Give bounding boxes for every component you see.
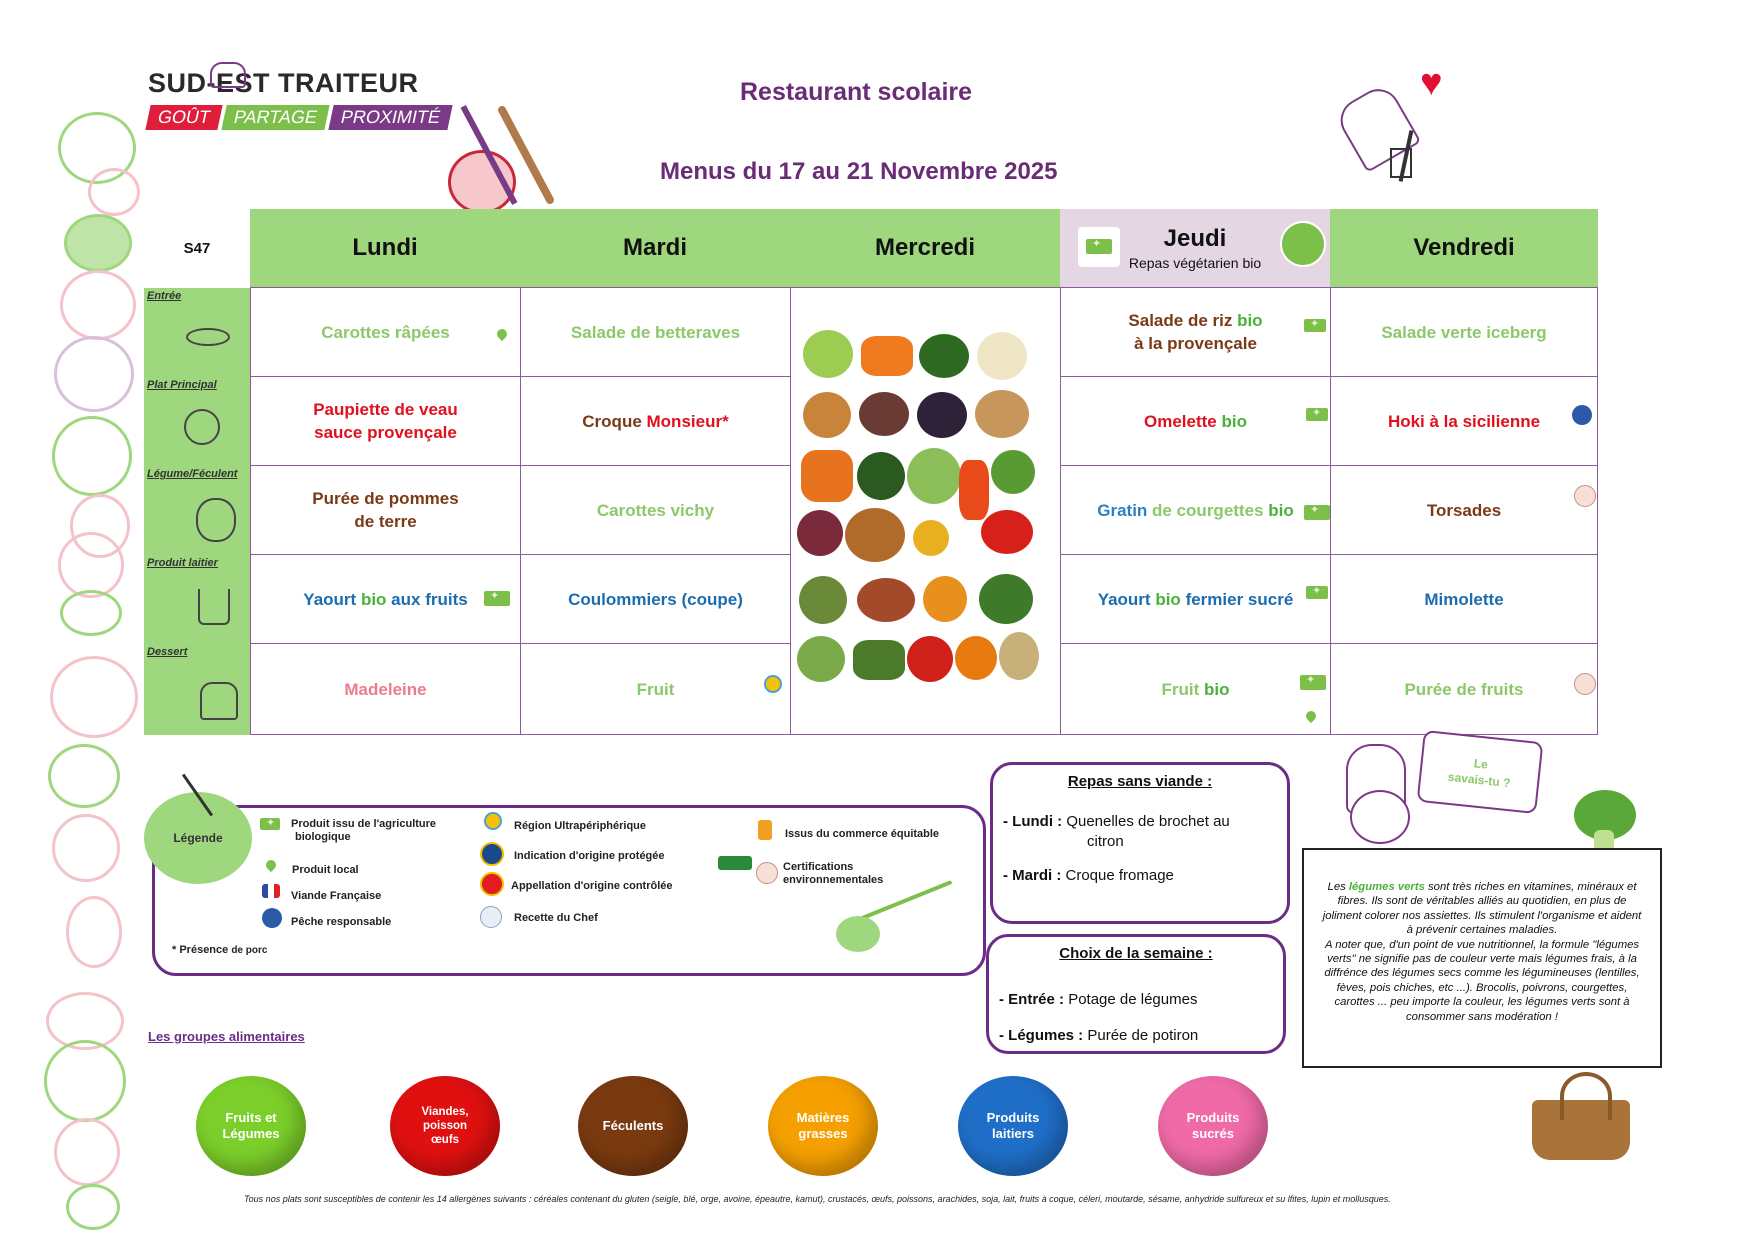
legend-title: Légende <box>144 792 252 884</box>
lemon-slice-decoration <box>44 1040 126 1122</box>
pepper-decoration <box>88 168 140 216</box>
brand-tag-proximite: PROXIMITÉ <box>328 105 452 130</box>
chef-hat-logo-icon <box>210 62 246 88</box>
bio-text: bio <box>1221 411 1247 431</box>
text-part: de courgettes <box>1152 500 1264 520</box>
apple-decoration <box>50 656 138 738</box>
text-part: fermier sucré <box>1185 589 1294 609</box>
legend-text: environnementales <box>783 874 884 886</box>
day-name: Lundi <box>352 234 418 261</box>
jeudi-entree-line1 <box>1128 309 1262 332</box>
legend-equitable: Issus du commerce équitable <box>785 828 940 840</box>
zucchini-icon <box>919 334 969 378</box>
igp-legend-icon <box>480 842 504 866</box>
food-group-label: Viandes, poisson œufs <box>421 1106 469 1146</box>
food-group-produits-sucres <box>1158 1076 1268 1176</box>
choice-title: Choix de la semaine : <box>1059 945 1213 962</box>
pork-note-text: * Présence <box>172 944 232 956</box>
basket-handle-icon <box>1560 1072 1612 1120</box>
brand-tag-gout: GOÛT <box>145 105 222 130</box>
text-part: Croque <box>582 411 642 431</box>
legend-certif <box>783 861 883 887</box>
brand-logo <box>148 68 454 130</box>
lundi-laitier <box>250 554 521 644</box>
text-part: Salade de riz <box>1128 311 1238 330</box>
food-group-label: Féculents <box>602 1118 664 1133</box>
day-header-lundi <box>250 209 521 287</box>
broccoli-icon <box>979 574 1033 624</box>
meatless-meal-box <box>990 762 1290 924</box>
vendredi-dessert: Purée de fruits <box>1330 643 1598 735</box>
day-name: Mercredi <box>874 234 976 261</box>
choice-value: Potage de légumes <box>1068 991 1198 1008</box>
choice-value: Purée de potiron <box>1087 1027 1199 1044</box>
legend-text: biologique <box>295 831 351 843</box>
mercredi-vegetables-image <box>790 287 1061 735</box>
text-part: sont très riches en vitamines, minéraux et fibres. Ils sont de véritables alliés au quotidien, en plus de joliment colorer nos assiettes. Ils stimulent l'organisme et aident à prévenir certaines maladies. <box>1322 881 1642 937</box>
brand-tag-partage: PARTAGE <box>221 105 329 130</box>
pepper-icon <box>913 520 949 556</box>
legend-rup: Région Ultrapériphérique <box>514 820 647 832</box>
red-lettuce-icon <box>859 392 909 436</box>
lundi-legume-line1: Purée de pommes <box>312 489 459 508</box>
watermelon-decoration <box>60 270 136 340</box>
fair-trade-legend-icon <box>758 820 772 840</box>
jeudi-laitier <box>1060 554 1331 644</box>
brand-tags <box>148 105 454 130</box>
jeudi-plat <box>1060 376 1331 466</box>
kiwi-decoration <box>52 416 132 496</box>
outermost-region-legend-icon <box>484 812 502 830</box>
did-you-know-text <box>1302 848 1662 1068</box>
vegetarian-badge-icon <box>1280 221 1326 267</box>
pumpkin-slice-icon <box>923 576 967 622</box>
text-part: aux fruits <box>391 589 468 609</box>
bubble-text: Le <box>1473 756 1489 772</box>
choice-legumes <box>999 1027 1198 1044</box>
food-group-produits-laitiers <box>958 1076 1068 1176</box>
cupcake-icon <box>200 682 238 720</box>
carrots-icon <box>801 450 853 502</box>
food-group-label: Produits sucrés <box>1186 1110 1240 1141</box>
legend-text: Certifications <box>783 861 854 873</box>
did-you-know-bubble <box>1417 730 1544 814</box>
artichoke-decoration <box>66 1184 120 1230</box>
brand-name: SUD-EST TRAITEUR <box>148 68 419 98</box>
chef-face-icon <box>1350 790 1410 844</box>
responsible-fishing-icon <box>1572 405 1592 425</box>
row-head-legume <box>144 466 250 556</box>
meatless-dish: Quenelles de brochet au <box>1066 813 1230 830</box>
organic-label-icon <box>1306 408 1328 421</box>
row-head-dessert <box>144 644 250 736</box>
vendredi-laitier: Mimolette <box>1330 554 1598 644</box>
vegetable-mix-icon <box>845 508 905 562</box>
jeudi-entree-line2: à la provençale <box>1134 334 1257 353</box>
vendredi-entree: Salade verte iceberg <box>1330 287 1598 377</box>
mardi-dessert: Fruit <box>520 643 791 735</box>
meatless-mardi <box>1003 867 1174 884</box>
text-part: Yaourt <box>1097 589 1151 609</box>
day-name: Jeudi <box>1163 225 1227 252</box>
red-tomato-icon <box>907 636 953 682</box>
bio-text: bio <box>1237 311 1263 330</box>
row-head-laitier <box>144 555 250 645</box>
aoc-legend-icon <box>480 872 504 896</box>
row-head-plat <box>144 377 250 467</box>
row-label: Légume/Féculent <box>147 468 238 480</box>
meatless-title: Repas sans viande : <box>1067 773 1213 790</box>
cabbage-icon <box>907 448 961 504</box>
environmental-certification-icon <box>1574 673 1596 695</box>
legend-bio <box>291 818 436 844</box>
organic-legend-icon <box>260 818 280 830</box>
outermost-region-icon <box>764 675 782 693</box>
ginger-icon <box>975 390 1029 438</box>
food-group-label: Produits laitiers <box>986 1110 1040 1141</box>
choice-entree <box>999 991 1197 1008</box>
food-group-label: Matières grasses <box>796 1110 850 1141</box>
choice-key: - Entrée : <box>999 991 1069 1008</box>
onion-decoration <box>54 336 134 412</box>
chef-recipe-legend-icon <box>480 906 502 928</box>
lettuce-bunch-icon <box>799 576 847 624</box>
day-header-mercredi <box>790 209 1061 287</box>
pepper-stack-icon <box>959 460 989 520</box>
meat-decoration <box>58 532 124 598</box>
yogurt-pot-icon <box>198 589 230 625</box>
lundi-plat-line1: Paupiette de veau <box>313 400 458 419</box>
organic-label-icon <box>1306 586 1328 599</box>
menu-week-title: Menus du 17 au 21 Novembre 2025 <box>660 158 1058 185</box>
salad-plate-icon <box>186 328 230 346</box>
text-part: Gratin <box>1097 500 1148 520</box>
weekly-choice-box <box>986 934 1286 1054</box>
meatless-day: - Lundi : <box>1003 813 1067 830</box>
legend-aoc: Appellation d'origine contrôlée <box>511 880 673 892</box>
celeriac-icon <box>999 632 1039 680</box>
mardi-entree: Salade de betteraves <box>520 287 791 377</box>
cauliflower-icon <box>977 332 1027 380</box>
beet-decoration <box>66 896 122 968</box>
lundi-plat <box>250 376 521 466</box>
tomato-decoration <box>52 814 120 882</box>
lime-decoration <box>64 214 132 272</box>
organic-label-icon <box>1300 675 1326 690</box>
highlight-text: légumes verts <box>1348 881 1425 893</box>
row-label: Produit laitier <box>147 557 218 569</box>
cucumber-icon <box>857 452 905 500</box>
row-head-entree <box>144 288 250 378</box>
did-you-know-p2: A noter que, d'un point de vue nutritionnel, la formule "légumes verts" ne signifie pas de couleur verte mais légumes frais, à la diffrénce des légumes secs comme les légumineuses (lentilles, fèves, pois chiches, etc ...). Brocolis, poivrons, courgettes, carottes ... peu importe la couleur, les légumes verts sont à consommer sans modération ! <box>1324 938 1640 1023</box>
jeudi-subtitle: Repas végétarien bio <box>1128 255 1262 271</box>
pork-note <box>172 944 267 956</box>
allergen-footnote: Tous nos plats sont susceptibles de contenir les 14 allergènes suivants : céréales contenant du gluten (seigle, blé, orge, avoine, épeautre, kamut), crustacés, œufs, poissons, arachides, soja, lait, fruits à coque, céleri, moutarde, sésame, anhydride sulfureux et su lfites, lupin et mollusques. <box>244 1194 1391 1204</box>
responsible-fishing-legend-icon <box>262 908 282 928</box>
onion-icon <box>803 392 851 438</box>
mardi-plat <box>520 376 791 466</box>
french-meat-icon <box>262 884 280 898</box>
jeudi-dessert <box>1060 643 1331 735</box>
meatless-day: - Mardi : <box>1003 867 1066 884</box>
eco-certification-legend-icon <box>718 856 752 870</box>
legend-text: Produit issu de l'agriculture <box>291 818 437 830</box>
environmental-certification-legend-icon <box>756 862 778 884</box>
mardi-laitier: Coulommiers (coupe) <box>520 554 791 644</box>
vendredi-plat: Hoki à la sicilienne <box>1330 376 1598 466</box>
row-label: Dessert <box>147 646 188 658</box>
legend-chef: Recette du Chef <box>514 912 598 924</box>
week-number: S47 <box>144 209 250 287</box>
jeudi-entree <box>1060 287 1331 377</box>
meatless-lundi <box>1003 813 1230 830</box>
text-part: Monsieur* <box>646 411 729 431</box>
bio-text: bio <box>1155 589 1181 609</box>
fruit-basket-icon <box>857 578 915 622</box>
broccoli-decoration <box>48 744 120 808</box>
food-group-viandes <box>390 1076 500 1176</box>
bio-text: bio <box>1204 679 1230 699</box>
heart-icon: ♥ <box>1420 62 1443 104</box>
lettuce-icon <box>803 330 853 378</box>
choice-key: - Légumes : <box>999 1027 1088 1044</box>
food-group-matieres-grasses <box>768 1076 878 1176</box>
organic-label-icon <box>484 591 510 606</box>
vendredi-legume: Torsades <box>1330 465 1598 555</box>
environmental-certification-icon <box>1574 485 1596 507</box>
vegetable-on-fork-icon <box>836 916 880 952</box>
eggplant-icon <box>917 392 967 438</box>
lundi-legume <box>250 465 521 555</box>
pork-note-text: de porc <box>231 945 268 956</box>
organic-label-icon <box>1304 319 1326 332</box>
day-header-mardi <box>520 209 791 287</box>
legend-peche: Pêche responsable <box>291 916 392 928</box>
restaurant-title: Restaurant scolaire <box>740 78 973 106</box>
bio-text: bio <box>360 589 387 609</box>
food-group-feculents <box>578 1076 688 1176</box>
brussels-icon <box>797 636 845 682</box>
jeudi-legume <box>1060 465 1331 555</box>
did-you-know-p1 <box>1322 880 1642 938</box>
food-group-label: Fruits et Légumes <box>222 1110 280 1141</box>
row-label: Entrée <box>147 290 182 302</box>
beans-decoration <box>60 590 122 636</box>
text-part: Yaourt <box>303 589 357 609</box>
spatula-icon <box>1390 148 1412 178</box>
text-part: Les <box>1327 881 1349 893</box>
meatless-dish: Croque fromage <box>1065 867 1174 884</box>
pumpkin-icon <box>955 636 997 680</box>
bio-text: bio <box>1268 500 1294 520</box>
lundi-legume-line2: de terre <box>354 512 417 531</box>
food-groups-title: Les groupes alimentaires <box>148 1029 305 1044</box>
potato-leek-icon <box>196 498 236 542</box>
menu-grid <box>144 209 1598 735</box>
lundi-plat-line2: sauce provençale <box>314 423 457 442</box>
legend-local: Produit local <box>292 864 359 876</box>
tomato-icon <box>981 510 1033 554</box>
herb-carrot-icon <box>991 450 1035 494</box>
legend-igp: Indication d'origine protégée <box>514 850 665 862</box>
day-name: Vendredi <box>1413 234 1515 261</box>
green-beans-icon <box>853 640 905 680</box>
bubble-text: savais-tu ? <box>1447 769 1512 791</box>
organic-label-icon <box>1304 505 1330 520</box>
day-header-vendredi <box>1330 209 1599 287</box>
food-group-fruits-legumes <box>196 1076 306 1176</box>
meatless-lundi-cont: citron <box>1087 833 1124 850</box>
day-name: Mardi <box>622 234 687 261</box>
text-part: Omelette <box>1144 411 1217 431</box>
strawberry-decoration <box>54 1118 120 1186</box>
legend-viande: Viande Française <box>291 890 382 902</box>
lundi-entree: Carottes râpées <box>250 287 521 377</box>
text-part: Fruit <box>1161 679 1200 699</box>
eu-bio-logo-icon <box>1078 227 1120 267</box>
row-label: Plat Principal <box>147 379 217 391</box>
radicchio-icon <box>797 510 843 556</box>
mardi-legume: Carottes vichy <box>520 465 791 555</box>
lundi-dessert: Madeleine <box>250 643 521 735</box>
plate-cutlery-icon <box>184 409 220 445</box>
carrot-icon <box>861 336 913 376</box>
